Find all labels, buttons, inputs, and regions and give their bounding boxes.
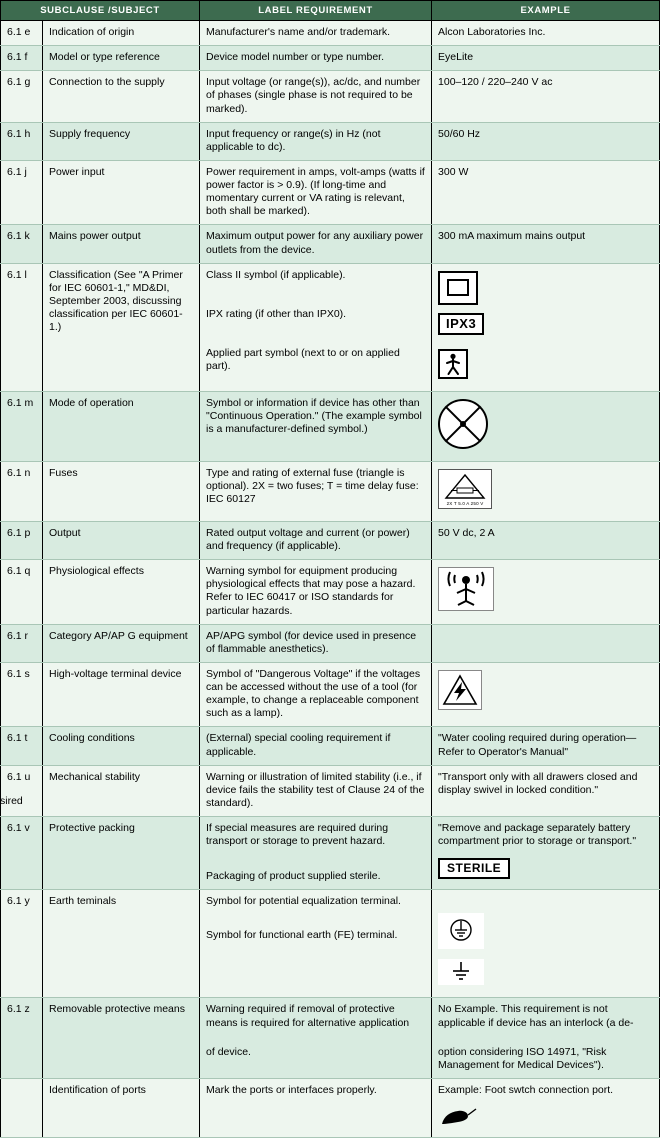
functional-earth-symbol (438, 959, 653, 985)
cell-requirement (200, 1078, 432, 1137)
requirement-text: Manufacturer's name and/or trademark. (206, 26, 391, 38)
dangerous-voltage-symbol (438, 670, 653, 710)
example-text: Alcon Laboratories Inc. (438, 26, 546, 38)
cell-example (432, 1078, 660, 1137)
cell-subclause: 6.1 k (1, 225, 43, 263)
cell-subject: Identification of ports (43, 1078, 200, 1137)
cell-subclause: 6.1 r (1, 624, 43, 662)
example-text: 50 V dc, 2 A (438, 526, 495, 539)
table-row (1, 160, 660, 225)
cell-subject: Supply frequency (43, 122, 200, 160)
table-row (1, 263, 660, 391)
table-row (1, 225, 660, 263)
ipx3-label (438, 313, 653, 335)
cell-subject: Mains power output (43, 225, 200, 263)
example-text: 300 W (438, 165, 469, 178)
cell-example (432, 998, 660, 1079)
cell-requirement (200, 890, 432, 998)
cell-requirement (200, 263, 432, 391)
class-2-symbol (438, 271, 653, 305)
table-row (1, 521, 660, 559)
cell-example (432, 662, 660, 727)
cell-example (432, 225, 660, 263)
cell-subclause (1, 1078, 43, 1137)
requirement-text: Maximum output power for any auxiliary power outlets from the device. (206, 230, 424, 256)
table-row (1, 391, 660, 461)
cell-requirement (200, 560, 432, 625)
table-row (1, 560, 660, 625)
table-row (1, 122, 660, 160)
cell-subclause: 6.1 v (1, 817, 43, 890)
cell-subject: Classification (See "A Primer for IEC 60601-1," MD&DI, September 2003, discussing classification per IEC 60601-1.) (43, 263, 200, 391)
cell-subject: Connection to the supply (43, 71, 200, 122)
cell-subclause: 6.1 p (1, 521, 43, 559)
equalization-icon (448, 917, 474, 945)
fuse-rating-text: 2X T 5.0 A 250 V (446, 501, 484, 507)
requirement-text: Type and rating of external fuse (triangle is optional). 2X = two fuses; T = time delay fuse: IEC 60127 (206, 466, 419, 506)
requirement-text: Device model number or type number. (206, 51, 385, 64)
cell-requirement (200, 521, 432, 559)
cell-requirement (200, 122, 432, 160)
requirement-text: Applied part symbol (next to or on applied part). (206, 346, 400, 372)
cell-requirement (200, 225, 432, 263)
example-text: EyeLite (438, 51, 474, 64)
cell-requirement (200, 817, 432, 890)
stray-text-fragment: sired (0, 795, 23, 807)
cell-example (432, 391, 660, 461)
cell-example (432, 765, 660, 816)
person-icon (443, 353, 463, 375)
cell-example (432, 521, 660, 559)
requirement-text: Warning or illustration of limited stability (i.e., if device fails the stability test of Clause 24 of the standard). (206, 770, 425, 809)
cell-subclause: 6.1 q (1, 560, 43, 625)
lightning-bolt-triangle-icon (442, 674, 478, 706)
table-row (1, 765, 660, 816)
table-row (1, 71, 660, 122)
cell-subclause: 6.1 z (1, 998, 43, 1079)
cell-subject: High-voltage terminal device (43, 662, 200, 727)
requirement-text: of device. (206, 1045, 251, 1058)
fuse-triangle-symbol (438, 469, 653, 509)
non-ionizing-radiation-symbol (438, 567, 653, 611)
cell-requirement (200, 765, 432, 816)
table-header-row (1, 1, 660, 21)
cell-example (432, 263, 660, 391)
requirement-text: Rated output voltage and current (or power) and frequency (if applicable). (206, 526, 410, 552)
cell-subclause: 6.1 f (1, 46, 43, 71)
cell-subclause: 6.1 j (1, 160, 43, 225)
cell-requirement (200, 160, 432, 225)
cell-example (432, 727, 660, 765)
cell-example (432, 890, 660, 998)
cell-subject: Indication of origin (43, 21, 200, 46)
cell-subject: Protective packing (43, 817, 200, 890)
cell-subclause: 6.1 t (1, 727, 43, 765)
table-row (1, 624, 660, 662)
cell-subject: Removable protective means (43, 998, 200, 1079)
cell-example (432, 160, 660, 225)
column-header-subclause-subject: SUBCLAUSE /SUBJECT (1, 1, 200, 21)
cell-subclause: 6.1 s (1, 662, 43, 727)
cell-requirement (200, 727, 432, 765)
cell-subject: Output (43, 521, 200, 559)
table-row (1, 461, 660, 521)
requirement-text: Power requirement in amps, volt-amps (watts if power factor is > 0.9). (If long-time and momentary current or VA rating is relevant, both shall be marked). (206, 165, 425, 218)
table-row (1, 817, 660, 890)
triangle-fuse-icon (443, 472, 487, 500)
requirement-text: Warning required if removal of protective means is required for alternative application (206, 1003, 410, 1029)
cell-requirement (200, 624, 432, 662)
example-text: No Example. This requirement is not applicable if device has an interlock (a de- (438, 1003, 634, 1029)
cell-subclause: 6.1 g (1, 71, 43, 122)
table-row (1, 46, 660, 71)
requirement-text: Input voltage (or range(s)), ac/dc, and number of phases (single phase is not required to be marked). (206, 76, 421, 115)
requirement-text: Input frequency or range(s) in Hz (not applicable to dc). (206, 127, 381, 153)
example-text: "Water cooling required during operation—Refer to Operator's Manual" (438, 732, 637, 758)
cell-subject: Fuses (43, 461, 200, 521)
requirement-text: IPX rating (if other than IPX0). (206, 307, 347, 320)
cell-subject: Cooling conditions (43, 727, 200, 765)
earth-ground-icon (448, 960, 474, 984)
table-row (1, 21, 660, 46)
cell-subclause: 6.1 l (1, 263, 43, 391)
requirement-text: Warning symbol for equipment producing physiological effects that may pose a hazard. Refer to IEC 60417 or ISO standards for particular hazards. (206, 565, 416, 617)
cell-example (432, 21, 660, 46)
column-header-label-requirement: LABEL REQUIREMENT (200, 1, 432, 21)
column-header-example: EXAMPLE (432, 1, 660, 21)
requirement-text: Symbol or information if device has other than "Continuous Operation." (The example symbol is a manufacturer-defined symbol.) (206, 396, 422, 436)
cell-subject: Category AP/AP G equipment (43, 624, 200, 662)
cell-subclause: 6.1 m (1, 391, 43, 461)
requirement-text: Mark the ports or interfaces properly. (206, 1083, 377, 1096)
example-text: "Remove and package separately battery compartment prior to storage or transport." (438, 822, 637, 848)
cell-example (432, 461, 660, 521)
potential-equalization-symbol (438, 913, 653, 949)
cell-example (432, 46, 660, 71)
requirement-text: Class II symbol (if applicable). (206, 268, 346, 281)
applied-part-symbol (438, 349, 653, 379)
example-text: 50/60 Hz (438, 127, 481, 140)
cell-subject: Power input (43, 160, 200, 225)
table-row (1, 1078, 660, 1137)
requirement-text: Symbol for potential equalization terminal. (206, 895, 401, 908)
example-text: Example: Foot swtch connection port. (438, 1083, 614, 1096)
ipx3-text: IPX3 (438, 313, 484, 335)
table-row (1, 727, 660, 765)
cell-requirement (200, 662, 432, 727)
cell-example (432, 122, 660, 160)
table-row (1, 662, 660, 727)
cell-example (432, 560, 660, 625)
example-text: "Transport only with all drawers closed and display swivel in locked condition." (438, 770, 638, 796)
non-continuous-operation-symbol (438, 399, 653, 449)
cell-requirement (200, 461, 432, 521)
cell-subject: Mode of operation (43, 391, 200, 461)
cell-subclause: 6.1 h (1, 122, 43, 160)
example-text: option considering ISO 14971, "Risk Management for Medical Devices"). (438, 1045, 607, 1071)
requirement-text: Symbol of "Dangerous Voltage" if the voltages can be accessed without the use of a tool (for example, to change a replaceable component such as a lamp). (206, 667, 421, 720)
example-text: 300 mA maximum mains output (438, 230, 586, 243)
requirement-text: (External) special cooling requirement if applicable. (206, 732, 391, 758)
cell-requirement (200, 391, 432, 461)
cell-subject: Physiological effects (43, 560, 200, 625)
example-text: 100–120 / 220–240 V ac (438, 76, 553, 89)
cell-requirement (200, 21, 432, 46)
cell-subject: Mechanical stability (43, 765, 200, 816)
cell-subclause: 6.1 n (1, 461, 43, 521)
sterile-label: STERILE (438, 858, 510, 879)
table-row (1, 890, 660, 998)
foot-switch-port-symbol (438, 1103, 484, 1131)
requirement-text: Packaging of product supplied sterile. (206, 870, 381, 883)
radiation-waves-icon (442, 571, 490, 607)
cell-example (432, 817, 660, 890)
foot-icon (438, 1106, 478, 1128)
requirement-text: If special measures are required during transport or storage to prevent hazard. (206, 822, 389, 848)
cell-example (432, 71, 660, 122)
cell-example (432, 624, 660, 662)
requirement-text: Symbol for functional earth (FE) terminal. (206, 928, 398, 941)
cell-requirement (200, 71, 432, 122)
cell-subclause: 6.1 u (1, 765, 43, 816)
cell-requirement (200, 46, 432, 71)
cell-subclause: 6.1 y (1, 890, 43, 998)
cell-subject: Model or type reference (43, 46, 200, 71)
table-row (1, 998, 660, 1079)
cell-requirement (200, 998, 432, 1079)
requirement-text: AP/APG symbol (for device used in presence of flammable anesthetics). (206, 629, 417, 655)
cell-subject: Earth teminals (43, 890, 200, 998)
cell-subclause: 6.1 e (1, 21, 43, 46)
